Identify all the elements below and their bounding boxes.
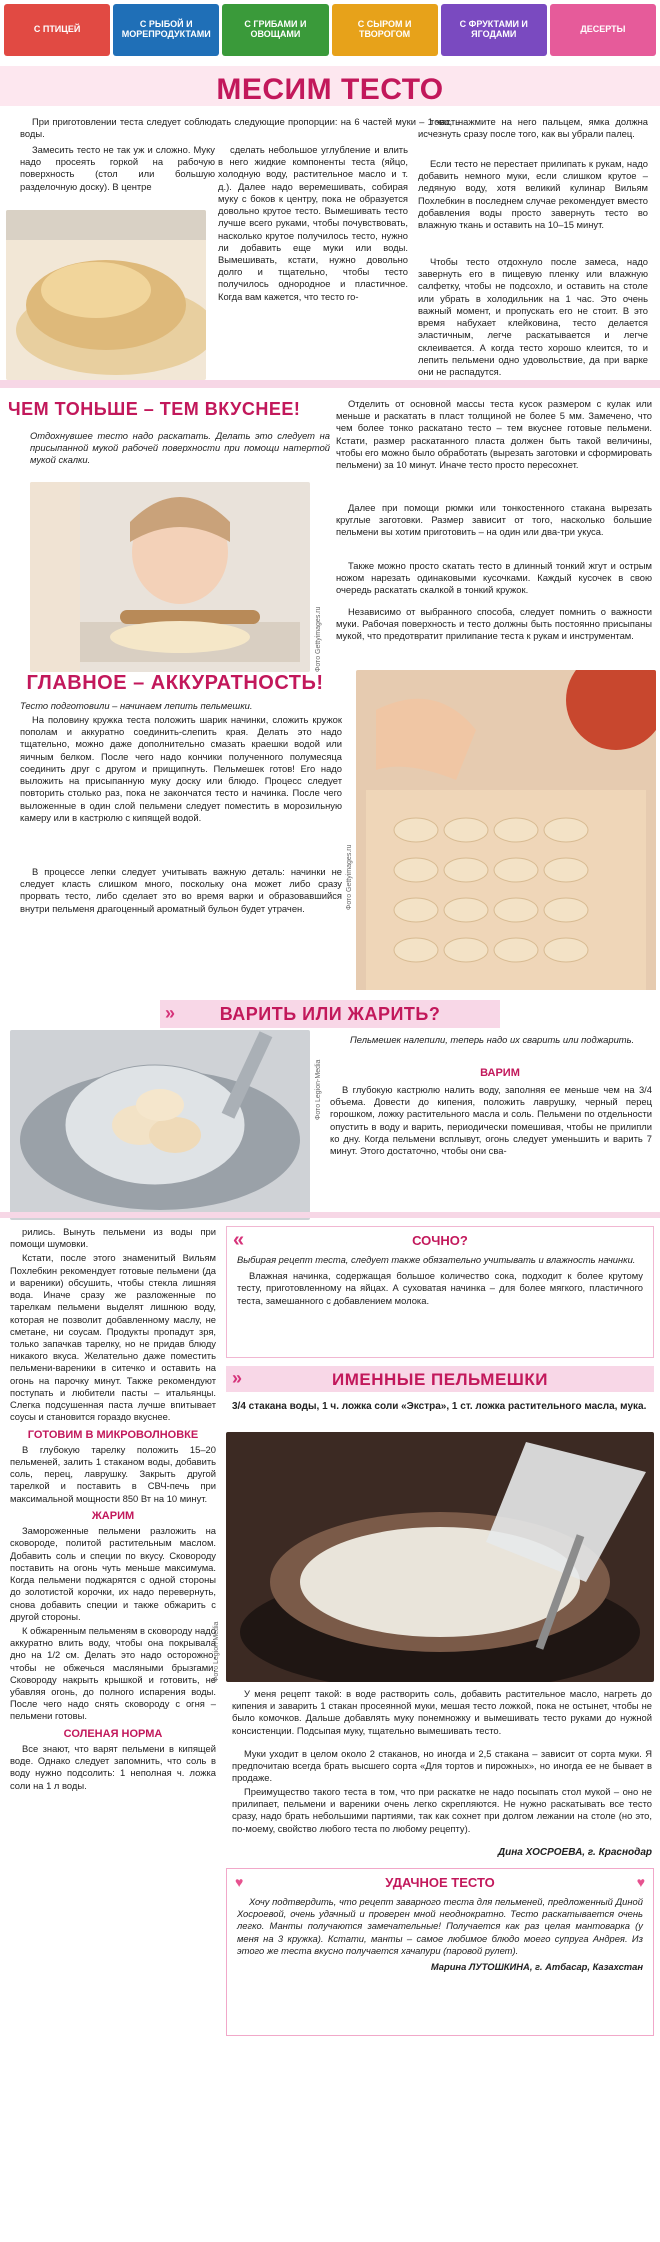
pot-illustration bbox=[226, 1432, 654, 1682]
photo-credit: Фото Gettyimages.ru bbox=[315, 606, 322, 672]
paragraph-2: В процессе лепки следует учитывать важную деталь: начинки не следует класть слишком много, поскольку она может либо сразу прорвать тесто, либо сделает это во время варки и образовавшийся внутри пельменя драгоценный ароматный бульон будет утрачен. bbox=[20, 866, 342, 914]
left-column-text: Замесить тесто не так уж и сложно. Муку надо просеять горкой на рабочую поверхность (стол или большую разделочную доску). В центре bbox=[20, 144, 215, 192]
divider bbox=[0, 380, 660, 388]
section-title: МЕСИМ ТЕСТО bbox=[216, 73, 444, 106]
photo-credit: Фото Gettyimages.ru bbox=[346, 844, 353, 910]
right-column-text-1: тово, нажмите на него пальцем, ямка должна исчезнуть сразу после того, как вы убрали палец. bbox=[418, 116, 648, 140]
letter-box bbox=[226, 1868, 654, 2036]
left-column bbox=[10, 1226, 216, 2036]
tab-fish-seafood[interactable]: С РЫБОЙ И МОРЕПРОДУКТАМИ bbox=[113, 4, 219, 56]
dough-photo bbox=[6, 210, 206, 380]
tab-cheese-cottage[interactable]: С СЫРОМ И ТВОРОГОМ bbox=[332, 4, 438, 56]
section-lead: Пельмешек налепили, теперь надо их сварить или поджарить. bbox=[350, 1034, 635, 1045]
section-cooking-methods bbox=[0, 1222, 660, 2042]
middle-column-text: сделать небольшое углубление и влить в него жидкие компоненты теста (яйцо, холодную воду, растительное масло и т. д.). Далее надо веремешивать, собирая муку с боков к центру, пока не образуется довольно крутое тесто. Вымешивать тесто лучше всего руками, чтобы почувствовать, насколько крутое получилось тесто, нужно ли добавить еще муки или воды. Вымешивать, кстати, нужно довольно долго и тщательно, чтобы тесто получилось однородное и пластичное. Когда вам кажется, что тесто го- bbox=[218, 144, 408, 302]
section-lead: Отдохнувшее тесто надо раскатать. Делать это следует на присыпанной мукой рабочей поверхности при помощи натертой мукой скалки. bbox=[30, 430, 330, 466]
dumplings-tray-illustration bbox=[356, 670, 656, 990]
section-title: ГЛАВНОЕ – АККУРАТНОСТЬ! bbox=[26, 672, 324, 694]
named-title: ИМЕННЫЕ ПЕЛЬМЕШКИ bbox=[332, 1370, 548, 1389]
tab-desserts[interactable]: ДЕСЕРТЫ bbox=[550, 4, 656, 56]
paragraph-fry-1: Замороженные пельмени разложить на сковороде, политой растительным маслом. Добавить соль и специи по вкусу. Сковороду поставить на огонь чуть меньше максимума. Когда пельмени поджарятся с одной стороны до золотистой корочки, их надо перевернуть, снова добавить специи и также обжарить с другой стороны. bbox=[10, 1525, 216, 1622]
tip-title: СОЧНО? bbox=[412, 1233, 468, 1248]
tip-box bbox=[226, 1226, 654, 1358]
paragraph-drain: рились. Вынуть пельмени из воды при помощи шумовки. bbox=[10, 1226, 216, 1250]
paragraph-dry: Кстати, после этого знаменитый Вильям Похлебкин рекомендует готовые пельмени (да и вареники) обсушить, чтобы стекла лишняя вода. Иначе сразу же разложенные по тарелкам пельмени выделят лишнюю воду, которая не позволит добавленному маслу, не сметане, ни соусам. Продукты пропадут зря, только запачкав тарелку, но не придав блюду никакого вкуса. Желательно даже поместить пельмени-вареники в ситечко и оставить на огонь на парочку минут. Также рекомендуют поступать и любители пасты – итальянцы. Слегка подсушенная паста лучше впитывает соусы и становится гораздо вкуснее. bbox=[10, 1252, 216, 1423]
paragraph-fry-2: К обжаренным пельменям в сковороду надо аккуратно влить воду, чтобы она покрывала дно на 1/2 см. Делать это надо осторожно, чтобы не обжечься масляными брызгами. Сковороду накрыть крышкой и готовить, не убавляя огонь, до полного испарения воды. После чего надо снять сковороду с огня – пельмени готовы. bbox=[10, 1624, 216, 1722]
right-column-text-2: Если тесто не перестает прилипать к рукам, надо добавить немного муки, если слишком крутое – ледяную воду, хотя великий кулинар Вильям Похлебкин в последнем случае рекомендует вместо добавления воды просто завернуть тесто во влажную ткань и оставить на 10–15 минут. bbox=[418, 158, 648, 231]
letter-text: Хочу подтвердить, что рецепт заварного теста для пельменей, предложенный Диной Хосроевой, очень удачный и проверен мной неоднократно. Тесто раскатывается очень легко. Манты получаются замечательные! Получается как раз целая мантоварка (у меня на 3 кружка). Кстати, манты – самое любимое блюдо моего супруга Андрея. Из этого же теста вкусно получается хачапури (паровой рулет). bbox=[237, 1895, 643, 1956]
divider bbox=[0, 1212, 660, 1218]
paragraph-1: В глубокую кастрюлю налить воду, заполняя ее меньше чем на 3/4 объема. Довести до кипения, положить лаврушку, черный перец горошком, ложку растительного масла и соль. Пельмени по отдельности опустить в воду и варить, периодически помешивая, чтобы не прилипли ко дну. Когда пельмени всплывут, огонь следует уменьшить и варить 7 минут. Этого достаточно, чтобы они сва- bbox=[330, 1084, 652, 1157]
paragraph-microwave: В глубокую тарелку положить 15–20 пельменей, залить 1 стаканом воды, добавить соль, перец, лаврушку. Закрыть другой тарелкой и поставить в СВЧ-печь при максимальной мощности 850 Вт на 10 минут. bbox=[10, 1443, 216, 1504]
category-tabs bbox=[0, 0, 660, 56]
tab-poultry[interactable]: С ПТИЦЕЙ bbox=[4, 4, 110, 56]
heart-icon: ♥ bbox=[636, 1874, 645, 1890]
paragraph-2: Далее при помощи рюмки или тонкостенного стакана вырезать круглые заготовки. Размер зависит от того, насколько большие пельмени вы хотим приготовить – на один или два-три укуса. bbox=[336, 502, 652, 538]
paragraph-4: Независимо от выбранного способа, следует помнить о важности муки. Рабочая поверхность и тесто должны быть постоянно присыпаны мукой, что предотвратит прилипание теста к рукам и инструментам. bbox=[336, 606, 652, 642]
paragraph-salt: Все знают, что варят пельмени в кипящей воде. Однако следует запомнить, что соль в воду нужно подсолить: 1 неполная ч. ложка соли на 1 л воды. bbox=[10, 1742, 216, 1791]
tab-fruits-berries[interactable]: С ФРУКТАМИ И ЯГОДАМИ bbox=[441, 4, 547, 56]
child-rolling-illustration bbox=[30, 482, 310, 672]
heart-icon: ♥ bbox=[235, 1874, 244, 1890]
section-title: ЧЕМ ТОНЬШЕ – ТЕМ ВКУСНЕЕ! bbox=[8, 399, 301, 419]
subheading-fry: ЖАРИМ bbox=[91, 1509, 135, 1522]
right-column-text-3: Чтобы тесто отдохнуло после замеса, надо завернуть его в пищевую пленку или влажную салфетку, чтобы не подсохло, и оставить на столе или убрать в холодильник на 1 час. Это очень важный момент, и пропускать его не стоит. В это время набухает клейковина, тесто делается эластичным, легче раскатывается и легче склеивается. А когда тесто хорошо клеится, то и лепить пельмени одно удовольствие, да при варке они не распадутся. bbox=[418, 256, 648, 377]
section-knead-dough bbox=[0, 60, 660, 380]
pot-photo bbox=[226, 1432, 654, 1682]
child-rolling-photo bbox=[30, 482, 310, 672]
tab-mushrooms-vegetables[interactable]: С ГРИБАМИ И ОВОЩАМИ bbox=[222, 4, 328, 56]
dough-illustration bbox=[6, 210, 206, 380]
photo-credit: Фото Legion-Media bbox=[315, 1059, 322, 1120]
section-title: ВАРИТЬ ИЛИ ЖАРИТЬ? bbox=[219, 1004, 441, 1024]
section-intro: При приготовлении теста следует соблюдать следующие пропорции: на 6 частей муки – 1 часть воды. bbox=[20, 116, 460, 140]
paragraph-3: Также можно просто скатать тесто в длинный тонкий жгут и острым ножом нарезать одинаковыми кусочками. Каждый кусочек в свою очередь раскатать скалкой в тонкий кружок. bbox=[336, 560, 652, 596]
skimmer-illustration bbox=[10, 1030, 310, 1220]
author-signature: Дина ХОСРОЕВА, г. Краснодар bbox=[497, 1847, 652, 1858]
section-lead: Тесто подготовили – начинаем лепить пельмешки. bbox=[20, 700, 253, 711]
letter-signature: Марина ЛУТОШКИНА, г. Атбасар, Казахстан bbox=[430, 1960, 643, 1972]
paragraph-1: Отделить от основной массы теста кусок размером с кулак или меньше и раскатать в пласт толщиной не более 5 мм. Замечено, что чем более тонко раскатано тесто – тем вкуснее готовые пельмени. Кстати, размер раскатанного пласта должен быть такой величины, чтобы его можно было обработать (вырезать заготовки и сформировать пельмени) за 10 минут. Иначе тесто просто пересохнет. bbox=[336, 398, 652, 471]
chevron-left-icon: » bbox=[165, 1003, 176, 1023]
subheading-salt: СОЛЕНАЯ НОРМА bbox=[63, 1727, 163, 1740]
tip-lead: Выбирая рецепт теста, следует также обязательно учитывать и влажность начинки. bbox=[237, 1253, 636, 1265]
skimmer-photo bbox=[10, 1030, 310, 1220]
quote-icon: « bbox=[233, 1229, 245, 1251]
subheading-microwave: ГОТОВИМ В МИКРОВОЛНОВКЕ bbox=[27, 1428, 199, 1441]
tip-text: Влажная начинка, содержащая большое количество сока, подходит к более крутому тесту, приготовленному на яйцах. А суховатая начинка – для более мягкого, пластичного теста, замешанного с добавлением молока. bbox=[237, 1270, 643, 1306]
dumplings-tray-photo bbox=[356, 670, 656, 990]
named-ingredients: 3/4 стакана воды, 1 ч. ложка соли «Экстра», 1 ст. ложка растительного масла, мука. bbox=[232, 1401, 647, 1412]
paragraph-1: На половину кружка теста положить шарик начинки, сложить кружок пополам и аккуратно соединить-слепить края. Делать это надо тщательно, можно даже дополнительно смазать краешки водой или яичным белком. После чего надо кончики полученного полумесяца соединить друг с другом и прищипнуть. Пельмешек готов! Его надо выложить на присыпанную муку доску или блюдо. Процесс следует повторить столько раз, пока не закончатся тесто и начинка. После чего выложенные в один слой пельмени следует поместить в морозильную камеру или в кастрюлю с кипящей водой. bbox=[20, 714, 342, 823]
section-accuracy bbox=[0, 670, 660, 990]
chevron-left-icon: » bbox=[232, 1368, 243, 1388]
recipe-paragraph-1: У меня рецепт такой: в воде растворить соль, добавить растительное масло, нагреть до кипения и заварить 1 стакан просеянной муки, мешая тесто ложкой, пока не остынет, чтобы не было комочков. Дальше добавлять муку понемножку и вымешивать тесто руками до нужной консистенции. Подсыпая муку, тщательно вымешивать тесто. bbox=[232, 1688, 652, 1736]
photo-credit: Фото Legion-Media bbox=[213, 1621, 220, 1682]
letter-title: УДАЧНОЕ ТЕСТО bbox=[385, 1875, 495, 1890]
recipe-paragraph-2: Муки уходит в целом около 2 стаканов, но иногда и 2,5 стакана – зависит от сорта муки. Я предпочитаю всегда брать высшего сорта «Для тортов и пирожных», но иногда ее не бывает в продаже. bbox=[232, 1748, 652, 1784]
subheading-boil: ВАРИМ bbox=[480, 1067, 520, 1079]
recipe-paragraph-3: Преимущество такого теста в том, что при раскатке не надо посыпать стол мукой – оно не прилипает, пельмени и вареники очень легко скрепляются. Не нужно раскатывать все тесто сразу, надо брать небольшими партиями, так как сохнет при долгом лежании на столе (но это, по-моему, свойство любого теста по любому рецепту). bbox=[232, 1786, 652, 1834]
